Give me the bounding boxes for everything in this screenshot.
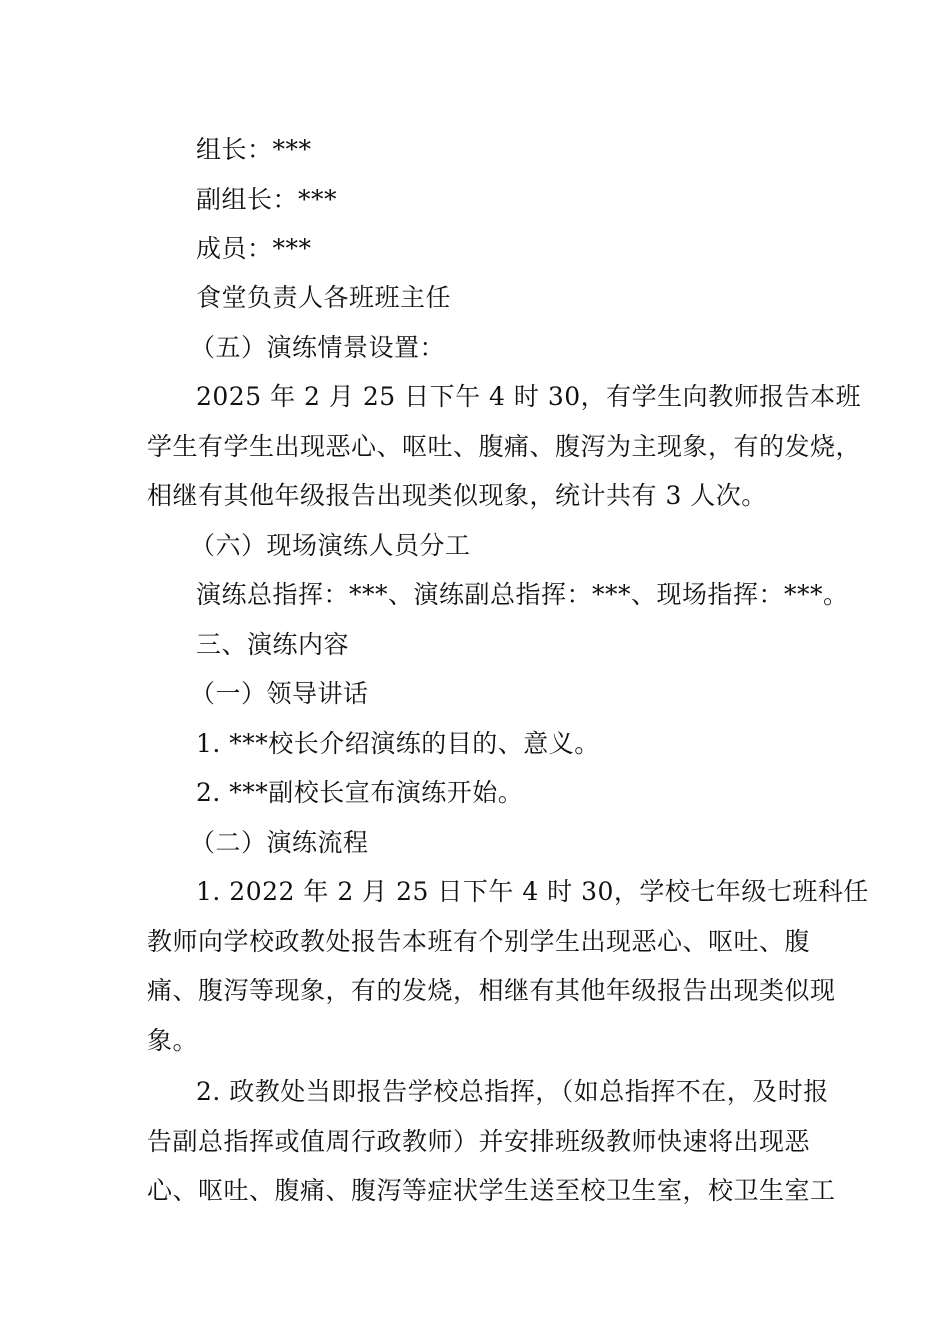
- process-item-1-line-3: 痛、腹泻等现象，有的发烧，相继有其他年级报告出现类似现: [147, 976, 836, 1005]
- process-item-1-line-4: 象。: [147, 1026, 199, 1055]
- section-heading-speech: （一）领导讲话: [190, 679, 369, 708]
- section-heading-division: （六）现场演练人员分工: [190, 531, 471, 560]
- division-line: 演练总指挥：***、演练副总指挥：***、现场指挥：***。: [196, 580, 849, 609]
- section-heading-content: 三、演练内容: [196, 630, 350, 659]
- speech-item-2: 2. ***副校长宣布演练开始。: [196, 778, 524, 807]
- scenario-paragraph-line-2: 学生有学生出现恶心、呕吐、腹痛、腹泻为主现象，有的发烧，: [147, 432, 862, 461]
- section-heading-scenario: （五）演练情景设置：: [190, 333, 446, 362]
- deputy-leader-line: 副组长：***: [196, 185, 338, 214]
- section-heading-process: （二）演练流程: [190, 828, 369, 857]
- process-item-2-line-1: 2. 政教处当即报告学校总指挥，（如总指挥不在，及时报: [196, 1077, 829, 1106]
- process-item-1-line-2: 教师向学校政教处报告本班有个别学生出现恶心、呕吐、腹: [147, 927, 811, 956]
- scenario-paragraph-line-1: 2025 年 2 月 25 日下午 4 时 30，有学生向教师报告本班: [196, 382, 862, 411]
- process-item-1-line-1: 1. 2022 年 2 月 25 日下午 4 时 30，学校七年级七班科任: [196, 877, 869, 906]
- scenario-paragraph-line-3: 相继有其他年级报告出现类似现象，统计共有 3 人次。: [147, 481, 767, 510]
- process-item-2-line-2: 告副总指挥或值周行政教师）并安排班级教师快速将出现恶: [147, 1127, 811, 1156]
- canteen-line: 食堂负责人各班班主任: [196, 283, 452, 312]
- process-item-2-line-3: 心、呕吐、腹痛、腹泻等症状学生送至校卫生室，校卫生室工: [147, 1176, 836, 1205]
- members-line: 成员：***: [196, 234, 312, 263]
- leader-line: 组长：***: [196, 135, 312, 164]
- speech-item-1: 1. ***校长介绍演练的目的、意义。: [196, 729, 600, 758]
